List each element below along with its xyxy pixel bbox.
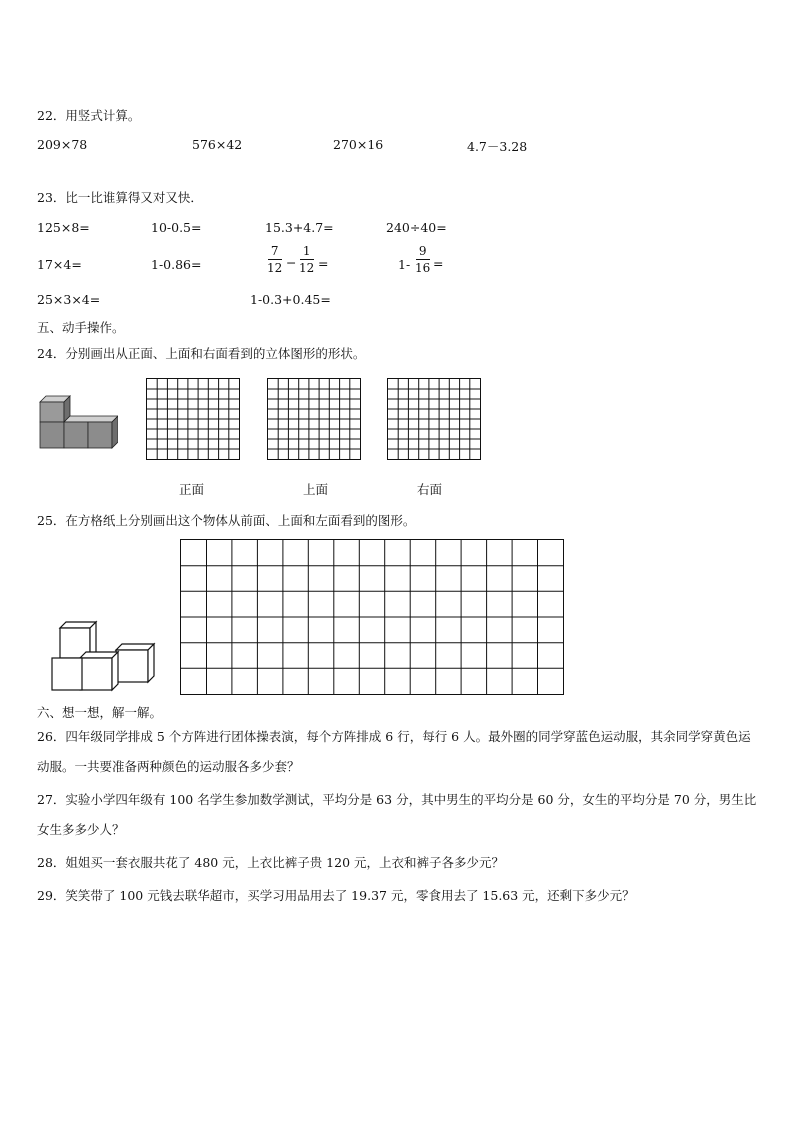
q27-text: 27．实验小学四年级有 100 名学生参加数学测试，平均分是 63 分，其中男生的平均分是 60 分，女生的平均分是 70 分，男生比女生多多少人？: [37, 792, 757, 837]
fraction-numerator: 9: [418, 244, 427, 258]
minus-sign: −: [286, 255, 297, 270]
grid-lines: [147, 379, 239, 459]
q22-item-4: 4.7－3.28: [467, 139, 528, 154]
q23-r2-2: 1-0.86=: [151, 257, 202, 272]
section6-title: 六、想一想，解一解。: [37, 705, 163, 720]
q23-r1-2: 10-0.5=: [151, 220, 202, 235]
fraction-1-12: [298, 243, 315, 276]
fraction-denominator: 12: [267, 261, 283, 275]
solid-figure-q24: [38, 386, 118, 452]
caption-front: 正面: [179, 482, 205, 497]
q22-item-1: 209×78: [37, 137, 88, 152]
section5-title: 五、动手操作。: [37, 320, 125, 335]
q23-r3-1: 25×3×4=: [37, 292, 101, 307]
fraction-denominator: 12: [299, 261, 315, 275]
q22-title: 22．用竖式计算。: [37, 108, 141, 123]
q25-title: 25．在方格纸上分别画出这个物体从前面、上面和左面看到的图形。: [37, 513, 416, 528]
q23-r3-2: 1-0.3+0.45=: [250, 292, 331, 307]
q23-r1-3: 15.3+4.7=: [265, 220, 334, 235]
equals-sign: =: [318, 256, 329, 271]
solid-figure-q25: [50, 620, 158, 692]
grid-top-view[interactable]: [267, 378, 361, 460]
grid-right-view[interactable]: [387, 378, 481, 460]
grid-lines: [181, 540, 563, 694]
caption-right: 右面: [417, 482, 443, 497]
fraction-denominator: 16: [415, 261, 431, 275]
q22-item-2: 576×42: [192, 137, 243, 152]
q24-title: 24．分别画出从正面、上面和右面看到的立体图形的形状。: [37, 346, 366, 361]
one-minus: 1-: [398, 257, 411, 272]
grid-q25-drawing-area[interactable]: [180, 539, 564, 695]
q23-r2-1: 17×4=: [37, 257, 82, 272]
q23-r1-4: 240÷40=: [386, 220, 447, 235]
q29-text: 29．笑笑带了 100 元钱去联华超市，买学习用品用去了 19.37 元，零食用去了 15.63 元，还剩下多少元？: [37, 888, 635, 903]
fraction-9-16: [414, 243, 431, 276]
caption-top: 上面: [303, 482, 329, 497]
fraction-7-12: [266, 243, 283, 276]
q23-r1-1: 125×8=: [37, 220, 90, 235]
q26-text: 26．四年级同学排成 5 个方阵进行团体操表演，每个方阵排成 6 行，每行 6 人。最外圈的同学穿蓝色运动服，其余同学穿黄色运动服。一共要准备两种颜色的运动服各多少套？: [37, 729, 751, 774]
q28-text: 28．姐姐买一套衣服共花了 480 元，上衣比裤子贵 120 元，上衣和裤子各多少元？: [37, 855, 505, 870]
grid-lines: [268, 379, 360, 459]
q23-title: 23．比一比谁算得又对又快．: [37, 190, 203, 205]
grid-lines: [388, 379, 480, 459]
q22-item-3: 270×16: [333, 137, 384, 152]
grid-front-view[interactable]: [146, 378, 240, 460]
equals-sign: =: [433, 256, 444, 271]
fraction-numerator: 7: [270, 244, 279, 258]
fraction-numerator: 1: [302, 244, 311, 258]
